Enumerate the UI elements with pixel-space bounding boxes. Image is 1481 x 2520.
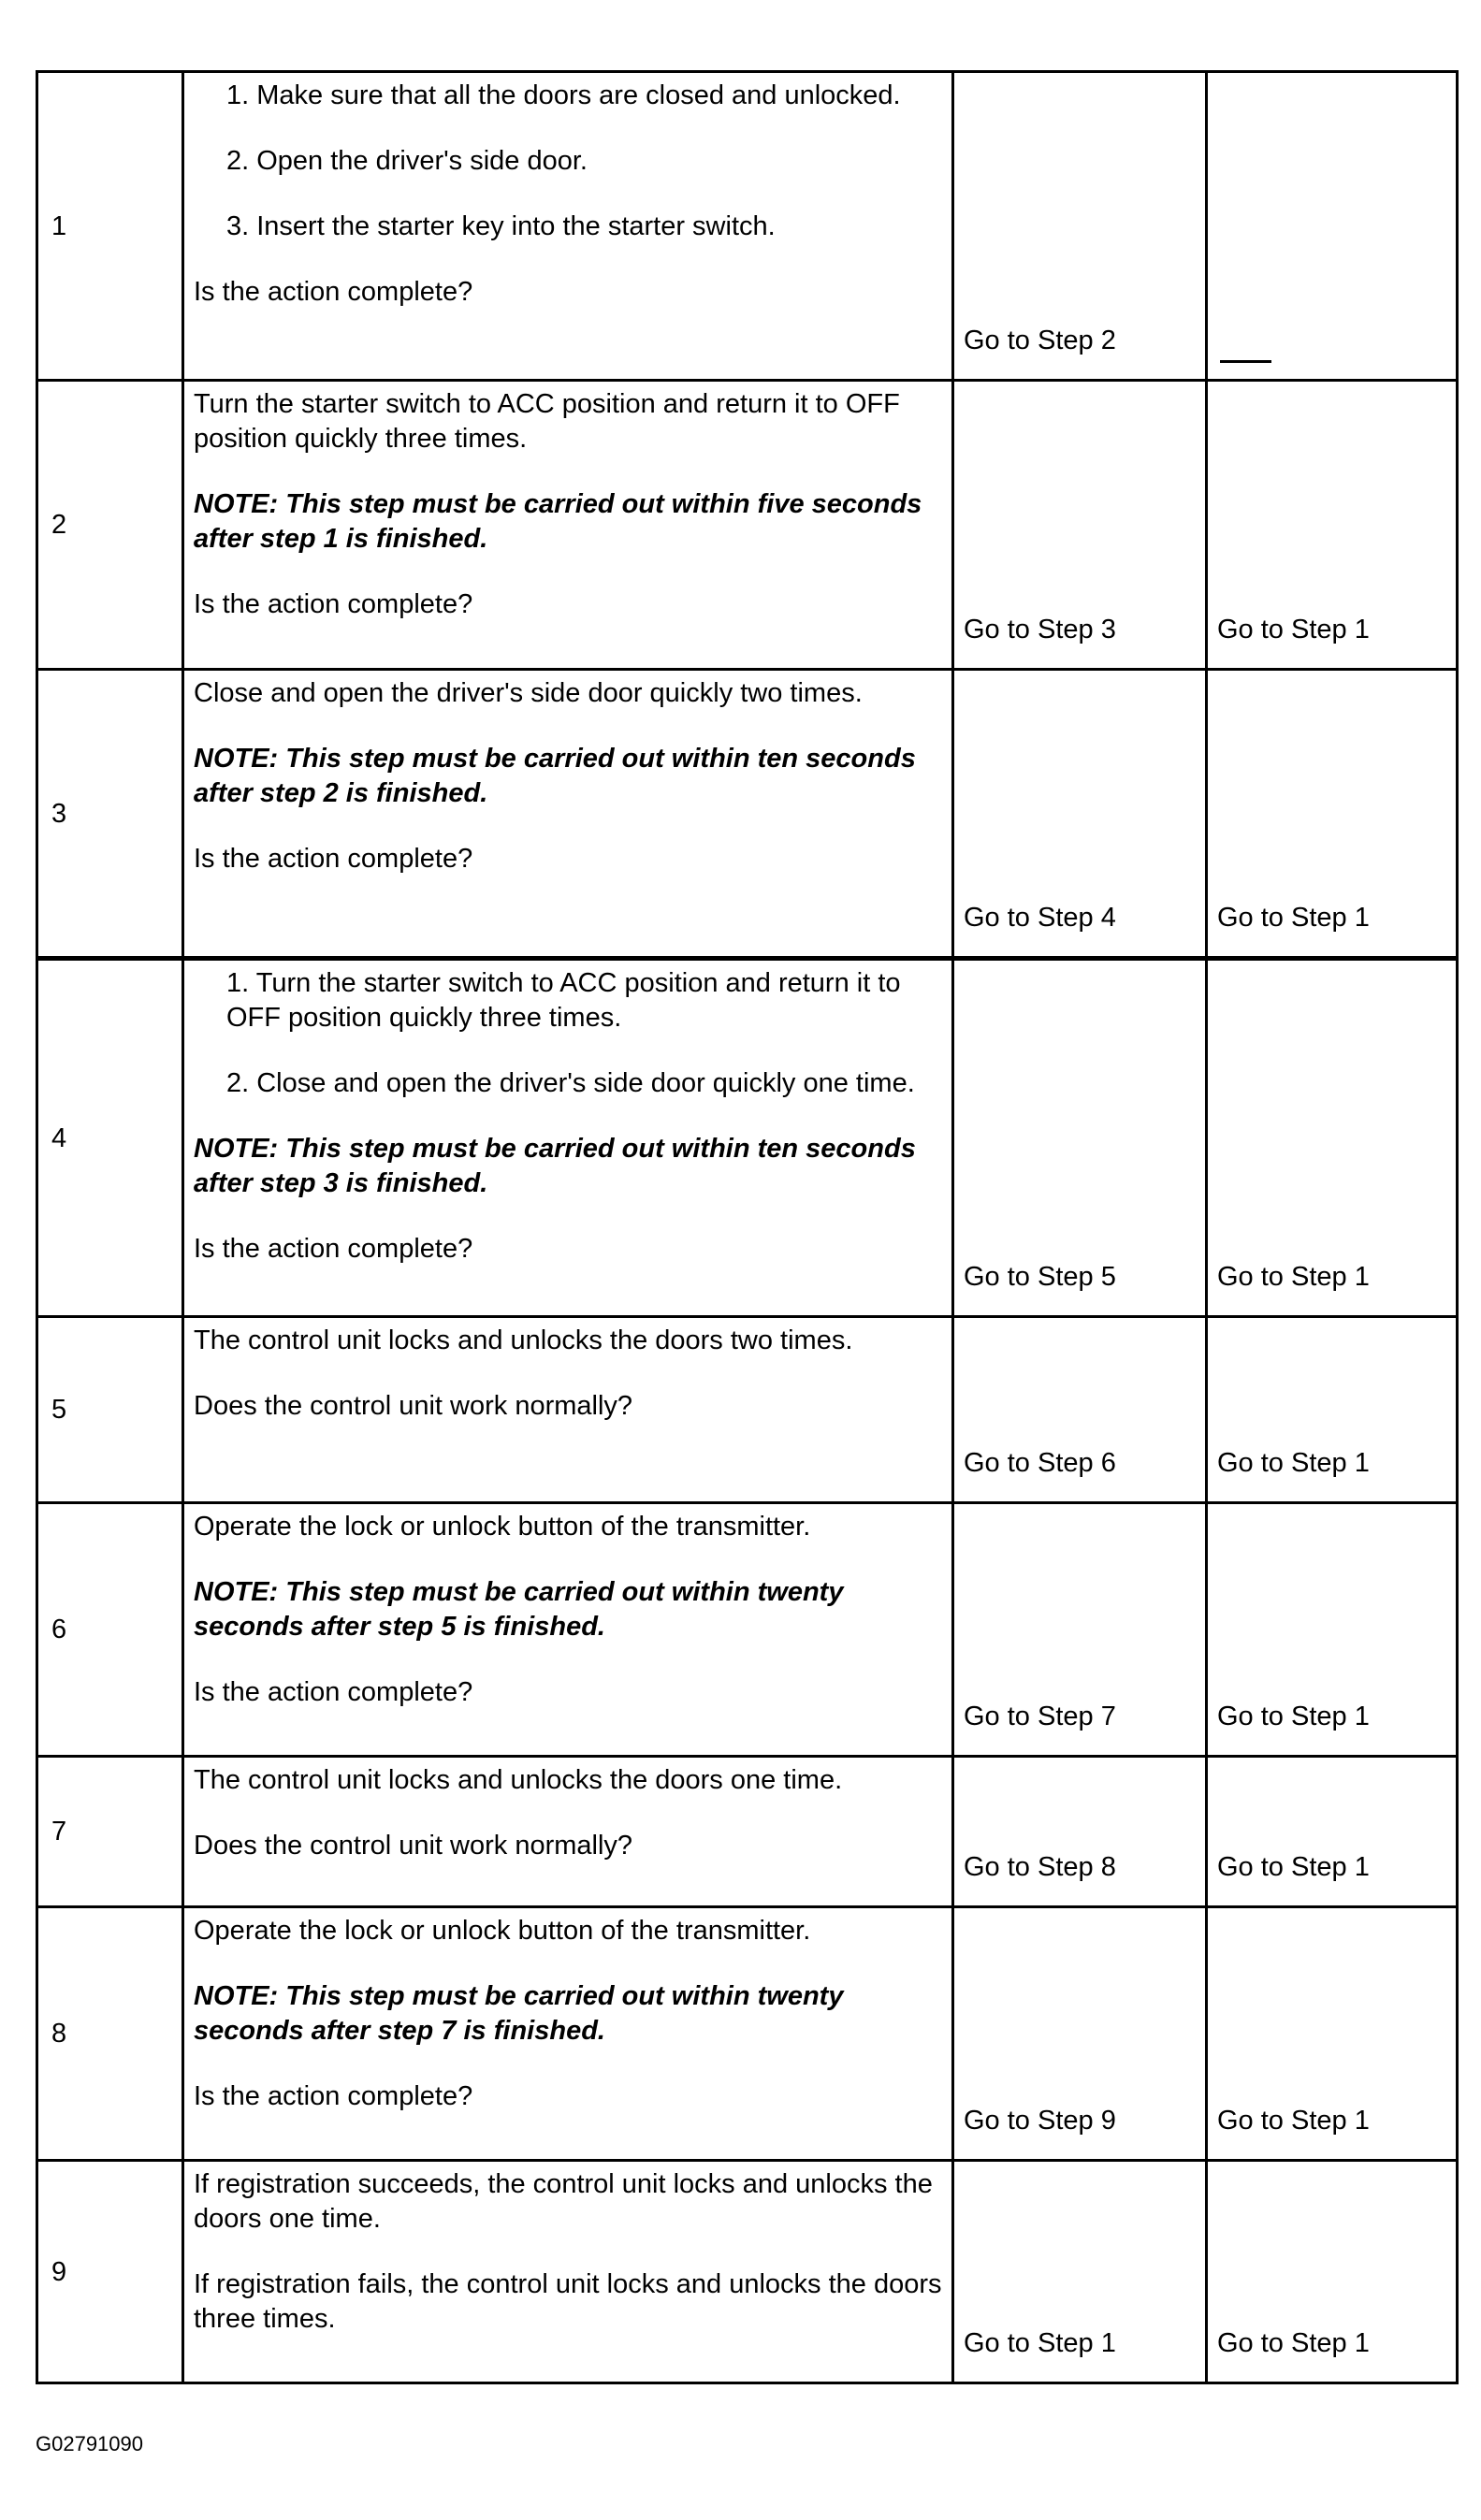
- step-number-cell: [37, 959, 183, 1317]
- no-result-cell: [1207, 1317, 1458, 1503]
- no-result-cell: [1207, 1907, 1458, 2161]
- no-result: Go to Step 1: [1217, 615, 1370, 644]
- no-result: Go to Step 1: [1217, 2328, 1370, 2358]
- no-result-cell: [1207, 1757, 1458, 1907]
- action-text: Is the action complete?: [194, 1234, 473, 1264]
- yes-result-cell: [953, 1503, 1207, 1757]
- note-text: NOTE: This step must be carried out within twenty seconds after step 7 is finished.: [194, 1981, 844, 2046]
- yes-result: Go to Step 5: [964, 1262, 1116, 1292]
- no-result-cell: [1207, 381, 1458, 670]
- yes-result-cell: [953, 1757, 1207, 1907]
- no-result: Go to Step 1: [1217, 1262, 1370, 1292]
- action-text: 3. Insert the starter key into the starter switch.: [226, 211, 776, 241]
- step-number: 7: [51, 1817, 67, 1847]
- action-text: Is the action complete?: [194, 1677, 473, 1707]
- action-text: If registration fails, the control unit locks and unlocks the doors three times.: [194, 2269, 942, 2334]
- action-text: Turn the starter switch to ACC position and return it to OFF position quickly three times.: [194, 389, 900, 454]
- action-text: 2. Open the driver's side door.: [226, 146, 588, 176]
- yes-result: Go to Step 3: [964, 615, 1116, 644]
- note-text: NOTE: This step must be carried out within ten seconds after step 2 is finished.: [194, 744, 916, 808]
- table-row: [37, 670, 1458, 959]
- yes-result-cell: [953, 72, 1207, 381]
- action-text: Does the control unit work normally?: [194, 1831, 633, 1861]
- step-number-cell: [37, 2161, 183, 2383]
- no-result: Go to Step 1: [1217, 903, 1370, 933]
- step-number: 3: [51, 798, 67, 829]
- action-cell: [183, 2161, 953, 2383]
- step-number: 5: [51, 1395, 67, 1425]
- action-cell: [183, 670, 953, 959]
- table-row: [37, 1317, 1458, 1503]
- step-number-cell: [37, 670, 183, 959]
- action-text: The control unit locks and unlocks the doors one time.: [194, 1765, 843, 1795]
- procedure-table: [36, 70, 1459, 2384]
- no-result: Go to Step 1: [1217, 1448, 1370, 1478]
- note-text: NOTE: This step must be carried out within ten seconds after step 3 is finished.: [194, 1134, 916, 1198]
- action-cell: [183, 1503, 953, 1757]
- procedure-table-body: [37, 72, 1458, 2383]
- action-text: Is the action complete?: [194, 277, 473, 307]
- yes-result: Go to Step 6: [964, 1448, 1116, 1478]
- table-row: [37, 2161, 1458, 2383]
- yes-result: Go to Step 2: [964, 326, 1116, 355]
- no-result-cell: [1207, 72, 1458, 381]
- action-text: 1. Turn the starter switch to ACC position and return it to OFF position quickly three times.: [226, 968, 901, 1033]
- table-row: [37, 1907, 1458, 2161]
- no-result-cell: [1207, 959, 1458, 1317]
- action-cell: [183, 72, 953, 381]
- action-text: The control unit locks and unlocks the doors two times.: [194, 1325, 853, 1355]
- no-result-cell: [1207, 2161, 1458, 2383]
- action-text: Is the action complete?: [194, 589, 473, 619]
- action-text: Operate the lock or unlock button of the transmitter.: [194, 1512, 811, 1542]
- step-number: 2: [51, 510, 67, 540]
- yes-result-cell: [953, 1317, 1207, 1503]
- action-text: Operate the lock or unlock button of the transmitter.: [194, 1916, 811, 1946]
- action-text: Does the control unit work normally?: [194, 1391, 633, 1421]
- yes-result: Go to Step 9: [964, 2106, 1116, 2136]
- step-number-cell: [37, 1757, 183, 1907]
- table-row: [37, 381, 1458, 670]
- note-text: NOTE: This step must be carried out within five seconds after step 1 is finished.: [194, 489, 922, 554]
- yes-result: Go to Step 1: [964, 2328, 1116, 2358]
- yes-result-cell: [953, 1907, 1207, 2161]
- table-row: [37, 959, 1458, 1317]
- step-number-cell: [37, 381, 183, 670]
- no-result: Go to Step 1: [1217, 1702, 1370, 1731]
- yes-result-cell: [953, 2161, 1207, 2383]
- note-text: NOTE: This step must be carried out within twenty seconds after step 5 is finished.: [194, 1577, 844, 1642]
- action-text: Is the action complete?: [194, 844, 473, 874]
- yes-result: Go to Step 7: [964, 1702, 1116, 1731]
- step-number-cell: [37, 1317, 183, 1503]
- action-text: Close and open the driver's side door quickly two times.: [194, 678, 863, 708]
- step-number: 6: [51, 1615, 67, 1644]
- step-number-cell: [37, 1503, 183, 1757]
- action-cell: [183, 1757, 953, 1907]
- yes-result-cell: [953, 381, 1207, 670]
- table-row: [37, 1503, 1458, 1757]
- yes-result-cell: [953, 959, 1207, 1317]
- yes-result: Go to Step 4: [964, 903, 1116, 933]
- yes-result-cell: [953, 670, 1207, 959]
- step-number: 4: [51, 1122, 67, 1153]
- yes-result: Go to Step 8: [964, 1852, 1116, 1882]
- step-number: 1: [51, 210, 67, 241]
- no-result-cell: [1207, 1503, 1458, 1757]
- figure-id: G02791090: [36, 2432, 143, 2455]
- no-result-cell: [1207, 670, 1458, 959]
- action-text: 1. Make sure that all the doors are closed and unlocked.: [226, 80, 901, 110]
- action-cell: [183, 381, 953, 670]
- step-number-cell: [37, 1907, 183, 2161]
- action-cell: [183, 959, 953, 1317]
- no-result-dash: [1220, 360, 1271, 363]
- action-text: Is the action complete?: [194, 2081, 473, 2111]
- table-row: [37, 72, 1458, 381]
- step-number: 9: [51, 2256, 67, 2287]
- action-cell: [183, 1907, 953, 2161]
- action-text: If registration succeeds, the control unit locks and unlocks the doors one time.: [194, 2169, 933, 2234]
- step-number-cell: [37, 72, 183, 381]
- no-result: Go to Step 1: [1217, 1852, 1370, 1882]
- no-result: Go to Step 1: [1217, 2106, 1370, 2136]
- step-number: 8: [51, 2019, 67, 2049]
- action-cell: [183, 1317, 953, 1503]
- table-row: [37, 1757, 1458, 1907]
- action-text: 2. Close and open the driver's side door quickly one time.: [226, 1068, 915, 1098]
